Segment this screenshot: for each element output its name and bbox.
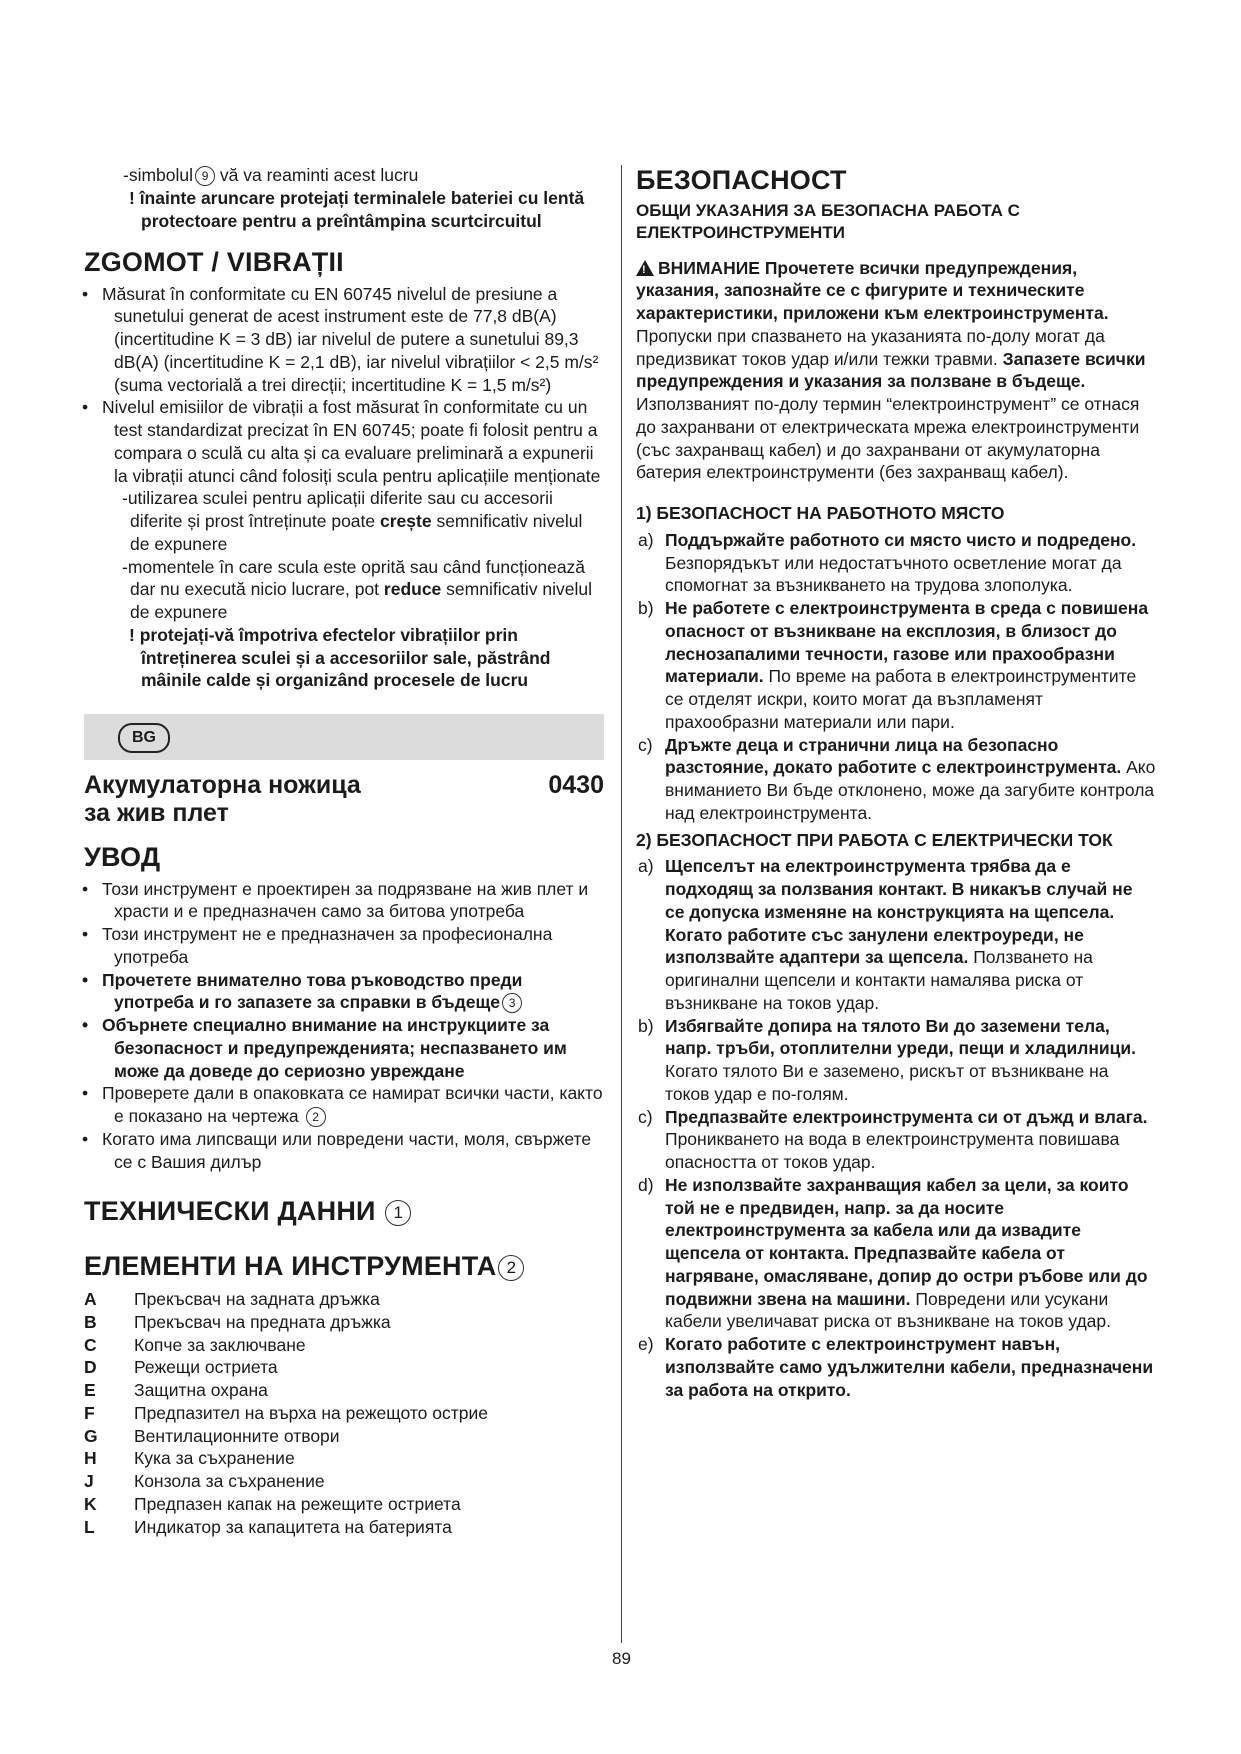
callout-3-icon: 3 (502, 993, 522, 1013)
intro-heading: УВОД (84, 842, 161, 873)
list-item: • Проверете дали в опаковката се намират всички части, както е показано на чертежа 2 (84, 1082, 604, 1128)
part-key: C (84, 1334, 97, 1355)
column-divider (621, 165, 622, 1643)
list-item: • Този инструмент не е предназначен за професионална употреба (84, 923, 604, 969)
safety-item: c) Предпазвайте електроинструмента си от дъжд и влага. Проникването на вода в електроинструмента повишава опасността от токов удар. (638, 1106, 1148, 1173)
callout-9-icon: 9 (195, 166, 215, 186)
list-item: • Този инструмент е проектирен за подрязване на жив плет и храсти и е предназначен само за битова употреба (84, 878, 604, 924)
part-label: Прекъсвач на предната дръжка (134, 1311, 391, 1332)
safety-item: d) Не използвайте захранващия кабел за цели, за които той не е предвиден, напр. за да носите електроинструмента за кабела или да извадите щепсела от контакта. Предпазвайте кабела от нагряване, омасляване, допир до остри ръбове или до подвижни звена на машини. Повредени или усукани кабели увеличават риска от възникване на токов удар. (638, 1174, 1148, 1332)
page-number: 89 (612, 1649, 631, 1668)
language-badge: BG (118, 723, 170, 753)
part-label: Предпазител на върха на режещото острие (134, 1402, 488, 1423)
part-key: G (84, 1425, 98, 1446)
part-label: Режещи остриета (134, 1357, 278, 1378)
part-label: Кука за съхранение (134, 1448, 295, 1469)
battery-terminal-note: ! înainte aruncare protejați terminalele bateriei cu lentă protectoare pentru a preîntâmpina scurtcircuitul (129, 187, 585, 231)
noise-list (84, 283, 604, 488)
list-item: • Măsurat în conformitate cu EN 60745 nivelul de presiune a sunetului generat de acest instrument este de 77,8 dB(A) (incertitudine K = 3 dB) iar nivelul de putere a sunetului 89,3 dB(A) (incertitudine K = 2,1 dB), iar nivelul vibrațiilor < 2,5 m/s² (suma vectorială a trei direcții; incertitudine K = 1,5 m/s²) (84, 283, 604, 397)
general-safety-heading: ОБЩИ УКАЗАНИЯ ЗА БЕЗОПАСНА РАБОТА С ЕЛЕКТРОИНСТРУМЕНТИ (636, 201, 1020, 243)
part-key: A (84, 1289, 97, 1310)
parts-list (84, 1288, 604, 1538)
noise-sub-item: -momentele în care scula este oprită sau când funcționează dar nu execută nicio lucrare, pot reduce semnificativ nivelul de expunere (122, 556, 593, 623)
part-key: F (84, 1402, 95, 1423)
part-label: Прекъсвач на задната дръжка (134, 1289, 380, 1310)
product-code: 0430 (548, 771, 604, 800)
part-key: D (84, 1357, 97, 1378)
callout-1-icon: 1 (385, 1200, 411, 1226)
part-key: E (84, 1380, 96, 1401)
safety-item: e) Когато работите с електроинструмент навън, използвайте само удължителни кабели, предназначени за работа на открито. (638, 1334, 1154, 1400)
part-label: Конзола за съхранение (134, 1471, 325, 1492)
safety-heading: БЕЗОПАСНОСТ (636, 165, 847, 195)
safety-item: c) Дръжте деца и странични лица на безопасно разстояние, докато работите с електроинструмента. Ако вниманието Ви бъде отклонено, може да загубите контрола над електроинструмента. (638, 734, 1156, 823)
safety-item: a) Поддържайте работното си място чисто и подредено. Безпорядъкът или недостатъчното осветление могат да спомогнат за възникването на трудова злополука. (638, 529, 1137, 596)
elements-heading: ЕЛЕМЕНТИ НА ИНСТРУМЕНТА 2 (84, 1250, 604, 1282)
callout-2-icon: 2 (306, 1107, 326, 1127)
part-key: K (84, 1493, 97, 1514)
part-label: Защитна охрана (134, 1380, 268, 1401)
language-bar (84, 714, 604, 760)
left-column (84, 164, 604, 1538)
noise-sub-item: -utilizarea sculei pentru aplicații diferite sau cu accesorii diferite și prost întreținute poate crește semnificativ nivelul de expunere (122, 488, 583, 554)
noise-heading: ZGOMOT / VIBRAȚII (84, 247, 344, 278)
product-title: Акумулаторна ножица за жив плет 0430 (84, 771, 604, 827)
part-label: Индикатор за капацитета на батерията (134, 1516, 452, 1537)
safety-item: b) Избягвайте допира на тялото Ви до заземени тела, напр. тръби, отоплителни уреди, пещи и хладилници. Когато тялото Ви е заземено, рискът от възникване на токов удар е по-голям. (638, 1015, 1137, 1104)
intro-list (84, 878, 604, 1174)
section-heading: 1) БЕЗОПАСНОСТ НА РАБОТНОТО МЯСТО (636, 503, 1005, 524)
vibration-protection-note: ! protejați-vă împotriva efectelor vibrațiilor prin întreținerea sculei și a accesoriilor sale, păstrând mâinile calde și organizând procesele de lucru (129, 624, 551, 691)
part-key: J (84, 1471, 94, 1492)
part-label: Копче за заключване (134, 1334, 306, 1355)
warning-paragraph: !ВНИМАНИЕ Прочетете всички предупреждения, указания, запознайте се с фигурите и техническите характеристики, приложени към електроинструмента. Пропуски при спазването на указанията по-долу могат да предизвикат токов удар и/или тежки травми. Запазете всички предупреждения и указания за ползване в бъдеще. Използваният по-долу термин “електроинструмент” се отнася до захранвани от електрическата мрежа електроинструменти (със захранващ кабел) и до захранвани от акумулаторна батерия електроинструменти (без захранващ кабел). (636, 257, 1156, 485)
warning-icon (636, 260, 654, 276)
part-key: H (84, 1448, 97, 1469)
safety-item: a) Щепселът на електроинструмента трябва да е подходящ за ползвания контакт. В никакъв случай не се допуска изменяне на конструкцията на щепсела. Когато работите със занулени електроуреди, не използвайте адаптери за щепсела. Ползването на оригинални щепсели и контакти намалява риска от възникване на токов удар. (638, 856, 1133, 1013)
list-item: • Когато има липсващи или повредени части, моля, свържете се с Вашия дилър (84, 1128, 604, 1174)
part-label: Вентилационните отвори (134, 1425, 340, 1446)
recycling-symbol-note: -simbolul 9 vă va reaminti acest lucru (123, 165, 419, 185)
list-item: • Прочетете внимателно това ръководство преди употреба и го запазете за справки в бъдеще 3 (84, 969, 604, 1015)
right-column (636, 164, 1156, 1401)
tech-data-heading: ТЕХНИЧЕСКИ ДАННИ 1 (84, 1195, 604, 1227)
callout-2-icon: 2 (498, 1255, 524, 1281)
safety-item: b) Не работете с електроинструмента в среда с повишена опасност от възникване на експлозия, в близост до леснозапалими течности, газове или прахообразни материали. По време на работа в електроинструментите се отделят искри, които могат да възпламенят прахообразни материали или пари. (638, 598, 1149, 732)
section-heading: 2) БЕЗОПАСНОСТ ПРИ РАБОТА С ЕЛЕКТРИЧЕСКИ ТОК (636, 829, 1113, 850)
list-item: • Обърнете специално внимание на инструкциите за безопасност и предупрежденията; неспазването им може да доведе до сериозно увреждане (84, 1014, 604, 1082)
part-key: B (84, 1311, 97, 1332)
part-label: Предпазен капак на режещите остриета (134, 1493, 461, 1514)
list-item: • Nivelul emisiilor de vibrații a fost măsurat în conformitate cu un test standardizat precizat în EN 60745; poate fi folosit pentru a compara o sculă cu alta și ca evaluare preliminară a expunerii la vibrații atunci când folosiți scula pentru aplicațiile menționate (84, 396, 604, 487)
part-key: L (84, 1516, 95, 1537)
